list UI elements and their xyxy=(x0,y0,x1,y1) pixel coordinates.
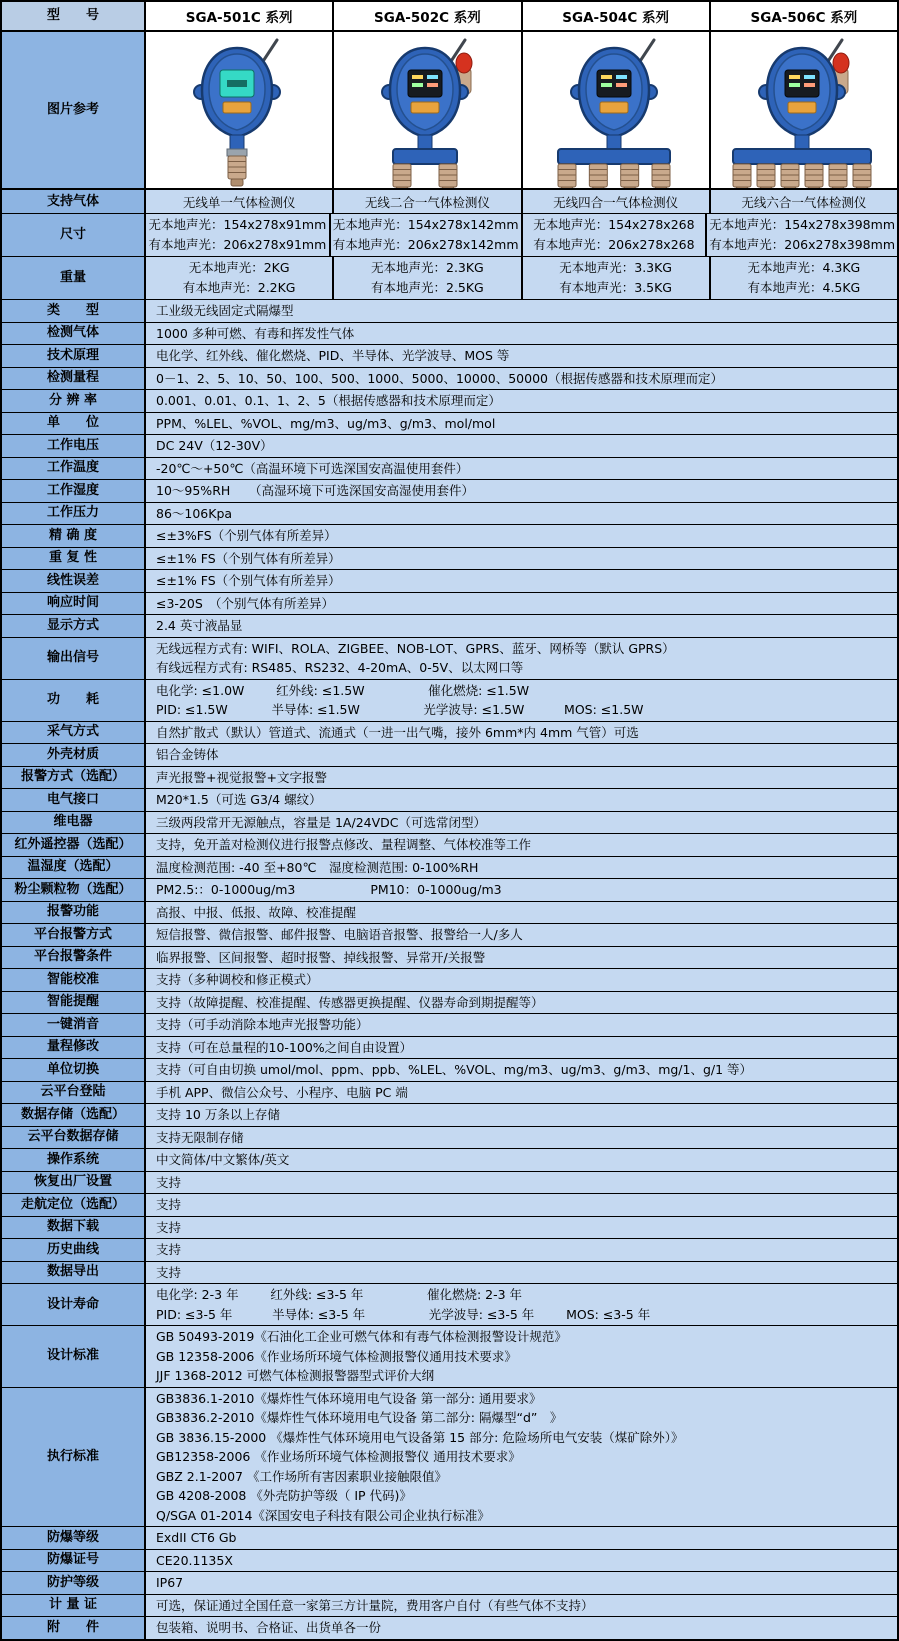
spec-value-line: 支持（可手动消除本地声光报警功能） xyxy=(156,1017,369,1032)
spec-row xyxy=(2,1081,897,1104)
spec-value xyxy=(146,857,897,879)
spec-label: 外壳材质 xyxy=(2,744,146,766)
spec-label: 附 件 xyxy=(2,1617,146,1639)
spec-value-line: -20℃～+50℃（高温环境下可选深国安高温使用套件） xyxy=(156,460,469,476)
gas-detector-illustration xyxy=(714,36,894,188)
spec-value-line: PM2.5:：0-1000ug/m3 PM10：0-1000ug/m3 xyxy=(156,882,502,897)
spec-value-line: GB 12358-2006《作业场所环境气体检测报警仪通用技术要求》 xyxy=(156,1348,517,1364)
spec-label: 报警方式（选配） xyxy=(2,767,146,789)
spec-value-line: 支持（多种调校和修正模式） xyxy=(156,972,319,987)
spec-label: 平台报警条件 xyxy=(2,947,146,969)
spec-label: 走航定位（选配） xyxy=(2,1194,146,1216)
spec-label: 执行标准 xyxy=(2,1388,146,1527)
spec-value-line: 工业级无线固定式隔爆型 xyxy=(156,303,294,318)
spec-label: 线性误差 xyxy=(2,570,146,592)
spec-row xyxy=(2,412,897,435)
dimensions-value: 无本地声光：154x278x91mm 有本地声光：206x278x91mm xyxy=(146,214,329,256)
spec-row xyxy=(2,457,897,480)
spec-value-line: 0－1、2、5、10、50、100、500、1000、5000、10000、50000（根据传感器和技术原理而定） xyxy=(156,370,723,386)
spec-label: 云平台数据存储 xyxy=(2,1127,146,1149)
spec-value xyxy=(146,1595,897,1617)
spec-value xyxy=(146,480,897,502)
spec-row xyxy=(2,569,897,592)
dimensions-value: 无本地声光：154x278x142mm 有本地声光：206x278x142mm xyxy=(329,214,521,256)
spec-value xyxy=(146,834,897,856)
spec-value-line: PID: ≤3-5 年 半导体: ≤3-5 年 光学波导: ≤3-5 年 MOS: ≤3-5 年 xyxy=(156,1306,651,1322)
spec-row xyxy=(2,679,897,721)
spec-label: 单 位 xyxy=(2,413,146,435)
weight-value: 无本地声光：2KG 有本地声光：2.2KG xyxy=(146,257,332,299)
spec-label: 量程修改 xyxy=(2,1037,146,1059)
spec-value xyxy=(146,615,897,637)
spec-value-line: 支持（可自由切换 umol/mol、ppm、ppb、%LEL、%VOL、mg/m3、ug/m3、g/m3、mg/1、g/1 等） xyxy=(156,1062,753,1077)
spec-label: 输出信号 xyxy=(2,638,146,679)
spec-value xyxy=(146,744,897,766)
spec-value xyxy=(146,947,897,969)
model-header-sga-501c: SGA-501C 系列 xyxy=(146,2,332,30)
spec-value xyxy=(146,1262,897,1284)
spec-value-line: 三级两段常开无源触点，容量是 1A/24VDC（可选常闭型） xyxy=(156,814,486,830)
spec-label: 防爆证号 xyxy=(2,1550,146,1572)
spec-row xyxy=(2,592,897,615)
weight-value: 无本地声光：2.3KG 有本地声光：2.5KG xyxy=(332,257,520,299)
spec-row xyxy=(2,788,897,811)
spec-value xyxy=(146,1194,897,1216)
spec-value xyxy=(146,435,897,457)
spec-row xyxy=(2,299,897,322)
spec-value-line: 支持 xyxy=(156,1264,182,1280)
weight-row xyxy=(2,256,897,299)
spec-value xyxy=(146,789,897,811)
spec-value-line: ≤±3%FS（个别气体有所差异） xyxy=(156,528,337,543)
spec-label: 采气方式 xyxy=(2,722,146,744)
spec-value-line: 高报、中报、低报、故障、校准提醒 xyxy=(156,904,357,920)
spec-value xyxy=(146,458,897,480)
spec-row xyxy=(2,367,897,390)
spec-value-line: PID: ≤1.5W 半导体: ≤1.5W 光学波导: ≤1.5W MOS: ≤1.5W xyxy=(156,702,644,717)
spec-label: 设计寿命 xyxy=(2,1284,146,1325)
product-image-sga-501c xyxy=(146,32,332,188)
spec-value-line: 手机 APP、微信公众号、小程序、电脑 PC 端 xyxy=(156,1084,408,1100)
header-row xyxy=(2,2,897,30)
spec-row xyxy=(2,389,897,412)
spec-row xyxy=(2,1238,897,1261)
spec-value xyxy=(146,902,897,924)
spec-label: 防爆等级 xyxy=(2,1527,146,1549)
spec-value xyxy=(146,1572,897,1594)
spec-value-line: GBZ 2.1-2007 《工作场所有害因素职业接触限值》 xyxy=(156,1468,447,1484)
spec-label: 功 耗 xyxy=(2,680,146,721)
spec-value-line: 无线远程方式有: WIFI、ROLA、ZIGBEE、NOB-LOT、GPRS、蓝牙、网桥等（默认 GPRS） xyxy=(156,640,675,656)
spec-row xyxy=(2,856,897,879)
spec-row xyxy=(2,614,897,637)
spec-value-line: 支持 xyxy=(156,1197,182,1212)
spec-value-line: 支持无限制存储 xyxy=(156,1129,244,1145)
spec-value xyxy=(146,323,897,345)
spec-label: 检测气体 xyxy=(2,323,146,345)
spec-value-line: GB 50493-2019《石油化工企业可燃气体和有毒气体检测报警设计规范》 xyxy=(156,1329,567,1344)
spec-label: 数据导出 xyxy=(2,1262,146,1284)
spec-value-line: 支持（可在总量程的10-100%之间自由设置） xyxy=(156,1039,413,1055)
spec-row xyxy=(2,1036,897,1059)
spec-value-line: 支持 xyxy=(156,1174,182,1190)
support-gas-value: 无线四合一气体检测仪 xyxy=(521,190,709,213)
spec-value-line: 支持 xyxy=(156,1242,182,1257)
spec-row xyxy=(2,1387,897,1527)
spec-value xyxy=(146,368,897,390)
spec-label: 一键消音 xyxy=(2,1014,146,1036)
spec-value-line: 中文简体/中文繁体/英文 xyxy=(156,1152,290,1167)
spec-value xyxy=(146,548,897,570)
spec-label: 计 量 证 xyxy=(2,1595,146,1617)
spec-value-line: GB 4208-2008 《外壳防护等级（ IP 代码)》 xyxy=(156,1488,412,1503)
spec-row xyxy=(2,1171,897,1194)
support-gas-value: 无线单一气体检测仪 xyxy=(146,190,332,213)
spec-value xyxy=(146,1284,897,1325)
support-gas-value: 无线六合一气体检测仪 xyxy=(709,190,897,213)
model-header-sga-506c: SGA-506C 系列 xyxy=(709,2,897,30)
spec-value-line: ExdII CT6 Gb xyxy=(156,1530,237,1545)
spec-label: 历史曲线 xyxy=(2,1239,146,1261)
spec-value xyxy=(146,345,897,367)
dimensions-value: 无本地声光：154x278x268 有本地声光：206x278x268 xyxy=(521,214,706,256)
spec-row xyxy=(2,721,897,744)
spec-value xyxy=(146,1014,897,1036)
support-gas-row xyxy=(2,188,897,213)
spec-row xyxy=(2,524,897,547)
model-header-sga-504c: SGA-504C 系列 xyxy=(521,2,709,30)
spec-row xyxy=(2,1261,897,1284)
spec-label: 云平台登陆 xyxy=(2,1082,146,1104)
spec-label: 精 确 度 xyxy=(2,525,146,547)
spec-value xyxy=(146,1388,897,1527)
dimensions-label: 尺寸 xyxy=(2,214,146,256)
spec-value-line: 0.001、0.01、0.1、1、2、5（根据传感器和技术原理而定） xyxy=(156,393,501,408)
dimensions-row xyxy=(2,213,897,256)
spec-value-line: 10～95%RH （高湿环境下可选深国安高湿使用套件） xyxy=(156,483,475,498)
spec-row xyxy=(2,1013,897,1036)
spec-value-line: GB3836.1-2010《爆炸性气体环境用电气设备 第一部分: 通用要求》 xyxy=(156,1390,542,1406)
spec-label: 重 复 性 xyxy=(2,548,146,570)
spec-value-line: ≤3-20S （个别气体有所差异） xyxy=(156,595,335,611)
spec-value xyxy=(146,1550,897,1572)
spec-row xyxy=(2,878,897,901)
spec-value-line: Q/SGA 01-2014《深国安电子科技有限公司企业执行标准》 xyxy=(156,1507,490,1523)
spec-row xyxy=(2,434,897,457)
spec-value-line: 声光报警+视觉报警+文字报警 xyxy=(156,769,327,785)
spec-row xyxy=(2,1571,897,1594)
spec-value-line: 电化学: 2-3 年 红外线: ≤3-5 年 催化燃烧: 2-3 年 xyxy=(156,1287,523,1302)
spec-row xyxy=(2,901,897,924)
spec-value-line: 临界报警、区间报警、超时报警、掉线报警、异常开/关报警 xyxy=(156,949,486,965)
spec-value xyxy=(146,1172,897,1194)
spec-row xyxy=(2,502,897,525)
spec-value xyxy=(146,1527,897,1549)
spec-value xyxy=(146,1217,897,1239)
weight-label: 重量 xyxy=(2,257,146,299)
spec-label: 工作电压 xyxy=(2,435,146,457)
spec-value xyxy=(146,503,897,525)
spec-row xyxy=(2,946,897,969)
support-gas-value: 无线二合一气体检测仪 xyxy=(332,190,520,213)
spec-row xyxy=(2,1103,897,1126)
spec-label: 分 辨 率 xyxy=(2,390,146,412)
spec-row xyxy=(2,322,897,345)
product-image-sga-506c xyxy=(709,32,897,188)
product-image-sga-502c xyxy=(332,32,520,188)
spec-value-line: ≤±1% FS（个别气体有所差异） xyxy=(156,550,341,566)
spec-value-line: ≤±1% FS（个别气体有所差异） xyxy=(156,573,341,588)
spec-value-line: DC 24V（12-30V） xyxy=(156,438,273,453)
spec-label: 粉尘颗粒物（选配） xyxy=(2,879,146,901)
spec-label: 操作系统 xyxy=(2,1149,146,1171)
spec-label: 智能提醒 xyxy=(2,992,146,1014)
spec-row xyxy=(2,1526,897,1549)
spec-value xyxy=(146,969,897,991)
spec-label: 维电器 xyxy=(2,812,146,834)
spec-value xyxy=(146,1326,897,1387)
spec-value-line: GB12358-2006 《作业场所环境气体检测报警仪 通用技术要求》 xyxy=(156,1449,521,1464)
spec-value xyxy=(146,1617,897,1639)
spec-value xyxy=(146,638,897,679)
spec-row xyxy=(2,811,897,834)
spec-rows xyxy=(2,299,897,1639)
spec-row xyxy=(2,766,897,789)
spec-value-line: 1000 多种可燃、有毒和挥发性气体 xyxy=(156,325,355,341)
spec-value xyxy=(146,1149,897,1171)
spec-value xyxy=(146,525,897,547)
spec-value-line: 支持（故障提醒、校准提醒、传感器更换提醒、仪器寿命到期提醒等） xyxy=(156,994,544,1010)
image-row-label: 图片参考 xyxy=(2,32,146,188)
spec-value-line: 可选，保证通过全国任意一家第三方计量院，费用客户自付（有些气体不支持） xyxy=(156,1597,594,1613)
spec-label: 工作温度 xyxy=(2,458,146,480)
spec-value-line: 支持 xyxy=(156,1219,182,1235)
spec-value-line: M20*1.5（可选 G3/4 螺纹） xyxy=(156,792,322,807)
weight-value: 无本地声光：3.3KG 有本地声光：3.5KG xyxy=(521,257,709,299)
spec-value xyxy=(146,722,897,744)
dimensions-value: 无本地声光：154x278x398mm 有本地声光：206x278x398mm xyxy=(705,214,897,256)
spec-value xyxy=(146,1239,897,1261)
spec-value-line: 支持，免开盖对检测仪进行报警点修改、量程调整、气体校准等工作 xyxy=(156,837,532,852)
spec-value xyxy=(146,300,897,322)
spec-row xyxy=(2,1216,897,1239)
spec-value-line: 包装箱、说明书、合格证、出货单各一份 xyxy=(156,1620,382,1635)
spec-value xyxy=(146,812,897,834)
spec-label: 红外遥控器（选配） xyxy=(2,834,146,856)
spec-value-line: IP67 xyxy=(156,1575,184,1590)
product-image-sga-504c xyxy=(521,32,709,188)
spec-value-line: 86～106Kpa xyxy=(156,505,233,521)
spec-label: 温湿度（选配） xyxy=(2,857,146,879)
spec-value-line: GB3836.2-2010《爆炸性气体环境用电气设备 第二部分: 隔爆型“d” 》 xyxy=(156,1410,563,1425)
spec-value xyxy=(146,1059,897,1081)
model-header-sga-502c: SGA-502C 系列 xyxy=(332,2,520,30)
spec-value-line: 电化学: ≤1.0W 红外线: ≤1.5W 催化燃烧: ≤1.5W xyxy=(156,682,530,698)
spec-row xyxy=(2,1325,897,1387)
spec-label: 恢复出厂设置 xyxy=(2,1172,146,1194)
spec-row xyxy=(2,479,897,502)
spec-value-line: 温度检测范围: -40 至+80℃ 湿度检测范围: 0-100%RH xyxy=(156,859,479,875)
spec-row xyxy=(2,1126,897,1149)
spec-value-line: 短信报警、微信报警、邮件报警、电脑语音报警、报警给一人/多人 xyxy=(156,927,523,942)
spec-value-line: JJF 1368-2012 可燃气体检测报警器型式评价大纲 xyxy=(156,1368,435,1383)
spec-value-line: 2.4 英寸液晶显 xyxy=(156,618,243,633)
spec-value xyxy=(146,767,897,789)
spec-row xyxy=(2,1193,897,1216)
gas-detector-illustration xyxy=(337,36,517,188)
spec-value-line: PPM、%LEL、%VOL、mg/m3、ug/m3、g/m3、mol/mol xyxy=(156,415,496,431)
spec-row xyxy=(2,968,897,991)
spec-value xyxy=(146,1127,897,1149)
spec-value-line: GB 3836.15-2000 《爆炸性气体环境用电气设备第 15 部分: 危险场所电气安装（煤矿除外）》 xyxy=(156,1429,684,1445)
spec-value xyxy=(146,1037,897,1059)
spec-row xyxy=(2,1616,897,1639)
spec-label: 工作压力 xyxy=(2,503,146,525)
spec-value xyxy=(146,593,897,615)
gas-detector-illustration xyxy=(526,36,706,188)
spec-row xyxy=(2,547,897,570)
spec-label: 显示方式 xyxy=(2,615,146,637)
spec-row xyxy=(2,1283,897,1325)
spec-value xyxy=(146,992,897,1014)
spec-value xyxy=(146,680,897,721)
spec-label: 响应时间 xyxy=(2,593,146,615)
spec-label: 防护等级 xyxy=(2,1572,146,1594)
spec-value xyxy=(146,390,897,412)
spec-label: 单位切换 xyxy=(2,1059,146,1081)
spec-label: 电气接口 xyxy=(2,789,146,811)
spec-label: 检测量程 xyxy=(2,368,146,390)
spec-label: 数据存储（选配） xyxy=(2,1104,146,1126)
spec-label: 设计标准 xyxy=(2,1326,146,1387)
spec-label: 技术原理 xyxy=(2,345,146,367)
image-row xyxy=(2,30,897,188)
spec-value-line: 铝合金铸体 xyxy=(156,747,219,762)
support-gas-label: 支持气体 xyxy=(2,190,146,213)
spec-value xyxy=(146,924,897,946)
spec-label: 报警功能 xyxy=(2,902,146,924)
spec-label: 智能校准 xyxy=(2,969,146,991)
spec-value-line: 支持 10 万条以上存储 xyxy=(156,1107,280,1122)
spec-value-line: 电化学、红外线、催化燃烧、PID、半导体、光学波导、MOS 等 xyxy=(156,348,510,363)
weight-value: 无本地声光：4.3KG 有本地声光：4.5KG xyxy=(709,257,897,299)
model-header-label: 型 号 xyxy=(2,2,146,30)
spec-row xyxy=(2,1594,897,1617)
spec-label: 数据下载 xyxy=(2,1217,146,1239)
spec-value xyxy=(146,1082,897,1104)
spec-label: 平台报警方式 xyxy=(2,924,146,946)
spec-row xyxy=(2,991,897,1014)
spec-row xyxy=(2,1058,897,1081)
spec-row xyxy=(2,923,897,946)
gas-detector-illustration xyxy=(149,36,329,188)
spec-row xyxy=(2,1549,897,1572)
spec-value xyxy=(146,879,897,901)
spec-row xyxy=(2,743,897,766)
spec-value xyxy=(146,413,897,435)
spec-row xyxy=(2,1148,897,1171)
spec-row xyxy=(2,637,897,679)
spec-label: 类 型 xyxy=(2,300,146,322)
spec-value xyxy=(146,1104,897,1126)
spec-value-line: 有线远程方式有: RS485、RS232、4-20mA、0-5V、以太网口等 xyxy=(156,660,524,675)
spec-row xyxy=(2,833,897,856)
spec-value-line: CE20.1135X xyxy=(156,1552,233,1568)
spec-value-line: 自然扩散式（默认）管道式、流通式（一进一出气嘴，接外 6mm*内 4mm 气管）可选 xyxy=(156,724,639,740)
spec-value xyxy=(146,570,897,592)
spec-row xyxy=(2,344,897,367)
spec-label: 工作湿度 xyxy=(2,480,146,502)
